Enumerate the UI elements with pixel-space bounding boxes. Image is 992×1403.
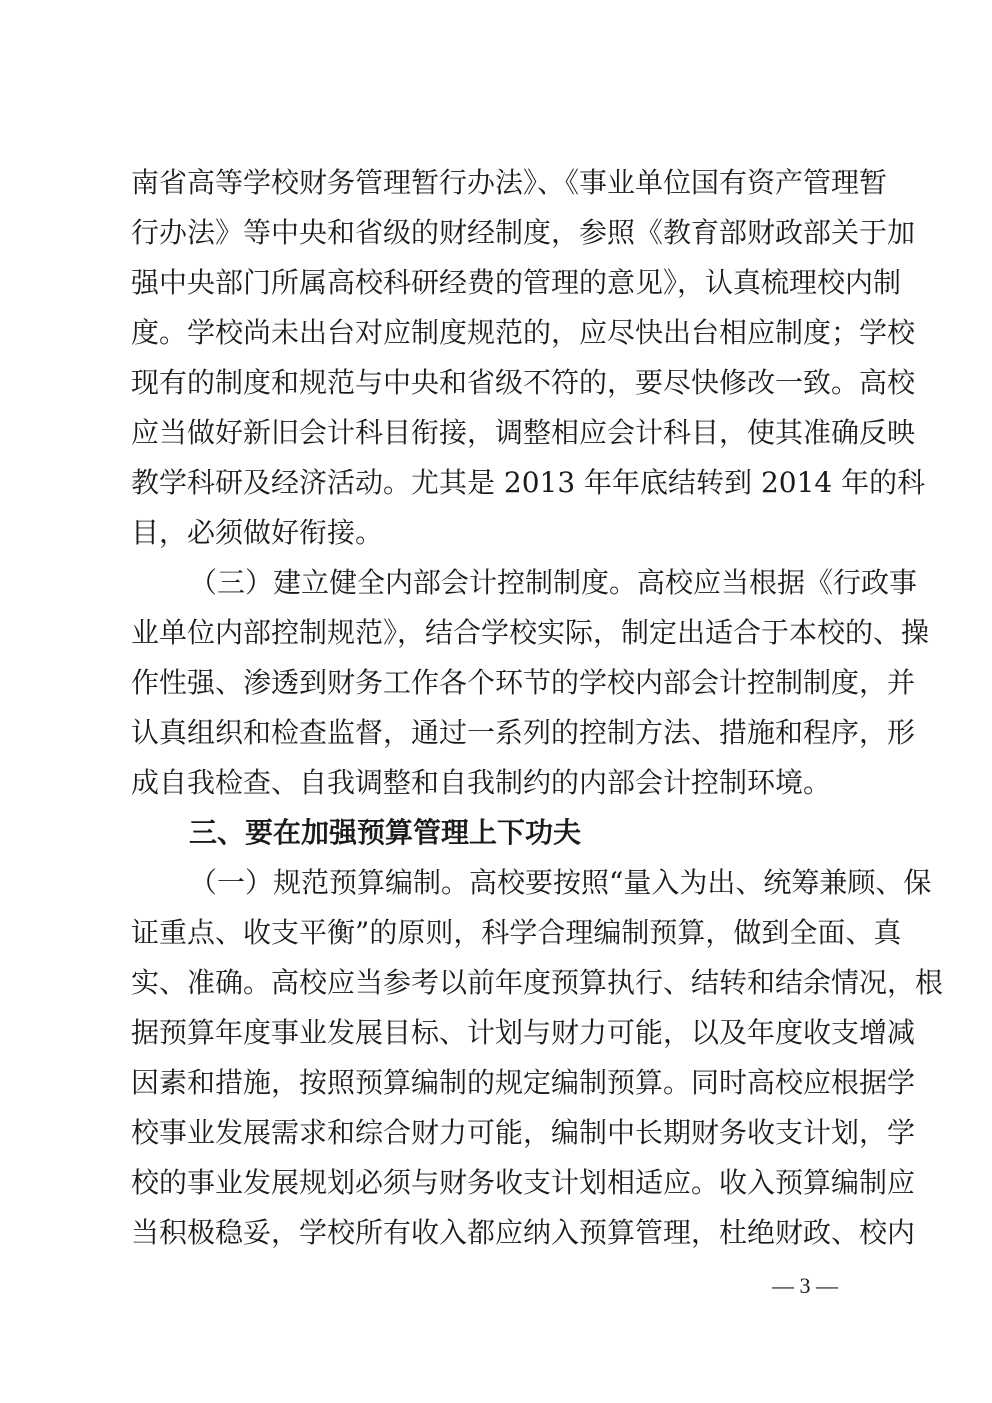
text-line: 证重点、收支平衡”的原则，科学合理编制预算，做到全面、真 [131,916,902,949]
text-line: 目，必须做好衔接。 [131,516,384,549]
text-line: 认真组织和检查监督，通过一系列的控制方法、措施和程序，形 [131,716,916,749]
text-line: 南省高等学校财务管理暂行办法》、《事业单位国有资产管理暂 [131,166,888,199]
text-line: 校的事业发展规划必须与财务收支计划相适应。收入预算编制应 [131,1166,916,1199]
text-line: 业单位内部控制规范》，结合学校实际，制定出适合于本校的、操 [131,616,930,649]
text-line: 成自我检查、自我调整和自我制约的内部会计控制环境。 [131,766,832,799]
text-line: 校事业发展需求和综合财力可能，编制中长期财务收支计划，学 [131,1116,916,1149]
paragraph-start-line: （三）建立健全内部会计控制制度。高校应当根据《行政事 [189,566,918,599]
text-line: 据预算年度事业发展目标、计划与财力可能，以及年度收支增减 [131,1016,916,1049]
text-line: 当积极稳妥，学校所有收入都应纳入预算管理，杜绝财政、校内 [131,1216,916,1249]
text-line: 实、准确。高校应当参考以前年度预算执行、结转和结余情况，根 [131,966,944,999]
text-line: 应当做好新旧会计科目衔接，调整相应会计科目，使其准确反映 [131,416,916,449]
text-line: 强中央部门所属高校科研经费的管理的意见》，认真梳理校内制 [131,266,902,299]
text-line: 教学科研及经济活动。尤其是 2013 年年底结转到 2014 年的科 [131,466,926,499]
page-number: — 3 — [772,1273,838,1298]
text-line: 因素和措施，按照预算编制的规定编制预算。同时高校应根据学 [131,1066,916,1099]
text-line: 度。学校尚未出台对应制度规范的，应尽快出台相应制度；学校 [131,316,916,349]
section-heading: 三、要在加强预算管理上下功夫 [189,816,582,849]
text-line: 现有的制度和规范与中央和省级不符的，要尽快修改一致。高校 [131,366,916,399]
text-line: 行办法》等中央和省级的财经制度，参照《教育部财政部关于加 [131,216,916,249]
text-line: 作性强、渗透到财务工作各个环节的学校内部会计控制制度，并 [131,666,916,699]
paragraph-start-line: （一）规范预算编制。高校要按照“量入为出、统筹兼顾、保 [189,866,932,899]
